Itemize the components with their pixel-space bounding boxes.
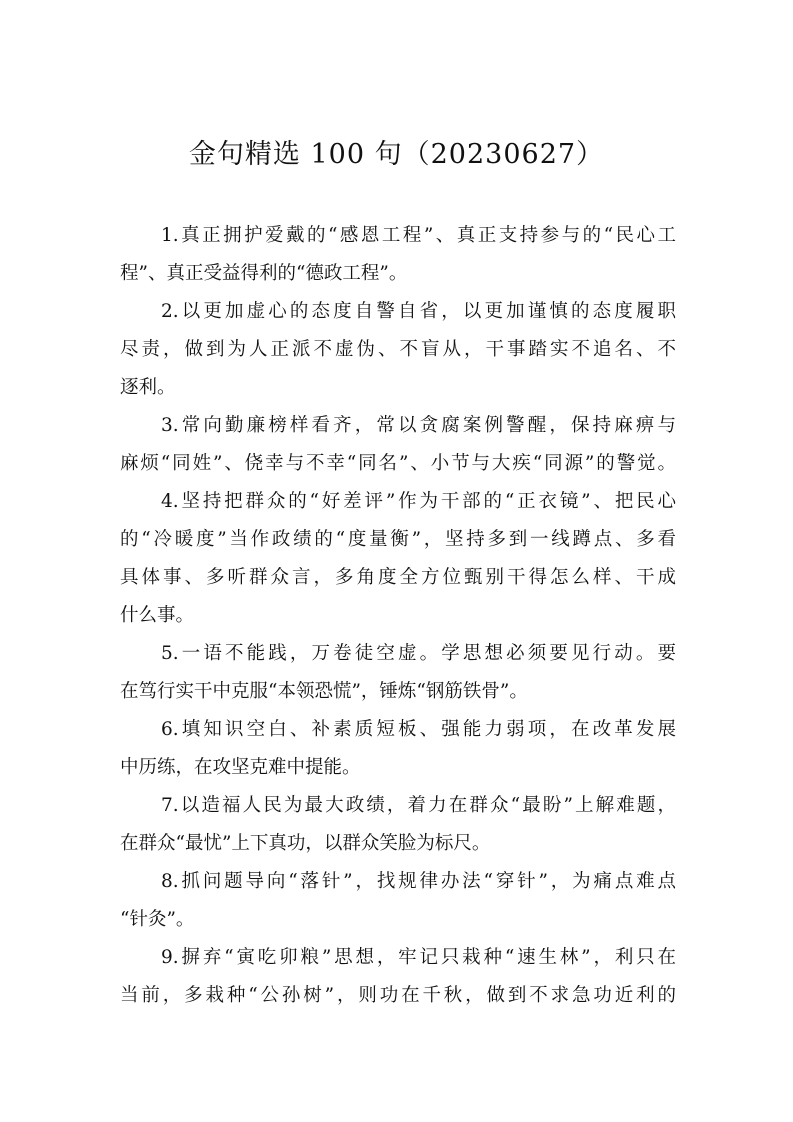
paragraph-7 — [120, 787, 676, 863]
paragraph-line: 6.填知识空白、补素质短板、强能力弱项，在改革发展 — [161, 719, 676, 740]
paragraph-line: 在笃行实干中克服“本领恐慌”，锤炼“钢筋铁骨”。 — [120, 681, 528, 702]
paragraph-9 — [120, 939, 676, 1015]
paragraph-line: 9.摒弃“寅吃卯粮”思想，牢记只栽种“速生林”，利只在 — [161, 947, 676, 968]
paragraph-line: 具体事、多听群众言，多角度全方位甄别干得怎么样、干成 — [120, 567, 676, 588]
paragraph-line: “针灸”。 — [120, 909, 195, 930]
paragraph-line: 7.以造福人民为最大政绩，着力在群众“最盼”上解难题， — [161, 795, 676, 816]
paragraph-6 — [120, 711, 676, 787]
paragraph-line: 逐利。 — [120, 377, 176, 398]
paragraph-2 — [120, 293, 676, 407]
document-body — [120, 217, 676, 1015]
paragraph-line: 什么事。 — [120, 605, 195, 626]
paragraph-line: 3.常向勤廉榜样看齐，常以贪腐案例警醒，保持麻痹与 — [161, 415, 676, 436]
document-title: 金句精选 100 句（20230627） — [188, 139, 605, 170]
paragraph-3 — [120, 407, 676, 483]
paragraph-1 — [120, 217, 676, 293]
paragraph-line: 8.抓问题导向“落针”，找规律办法“穿针”，为痛点难点 — [161, 871, 676, 892]
paragraph-line: 麻烦“同姓”、侥幸与不幸“同名”、小节与大疾“同源”的警觉。 — [120, 453, 676, 474]
paragraph-line: 5.一语不能践，万卷徒空虚。学思想必须要见行动。要 — [161, 643, 676, 664]
paragraph-line: 1.真正拥护爱戴的“感恩工程”、真正支持参与的“民心工 — [161, 225, 676, 246]
paragraph-5 — [120, 635, 676, 711]
paragraph-line: 尽责，做到为人正派不虚伪、不盲从，干事踏实不追名、不 — [120, 339, 676, 360]
paragraph-line: 2.以更加虚心的态度自警自省，以更加谨慎的态度履职 — [161, 301, 676, 322]
paragraph-line: 4.坚持把群众的“好差评”作为干部的“正衣镜”、把民心 — [161, 491, 676, 512]
paragraph-line: 中历练，在攻坚克难中提能。 — [120, 757, 361, 778]
paragraph-line: 在群众“最忧”上下真功，以群众笑脸为标尺。 — [120, 833, 491, 854]
paragraph-8 — [120, 863, 676, 939]
paragraph-line: 的“冷暖度”当作政绩的“度量衡”，坚持多到一线蹲点、多看 — [120, 529, 676, 550]
paragraph-line: 程”、真正受益得利的“德政工程”。 — [120, 263, 408, 284]
paragraph-line: 当前，多栽种“公孙树”，则功在千秋，做到不求急功近利的 — [120, 985, 676, 1006]
paragraph-4 — [120, 483, 676, 635]
